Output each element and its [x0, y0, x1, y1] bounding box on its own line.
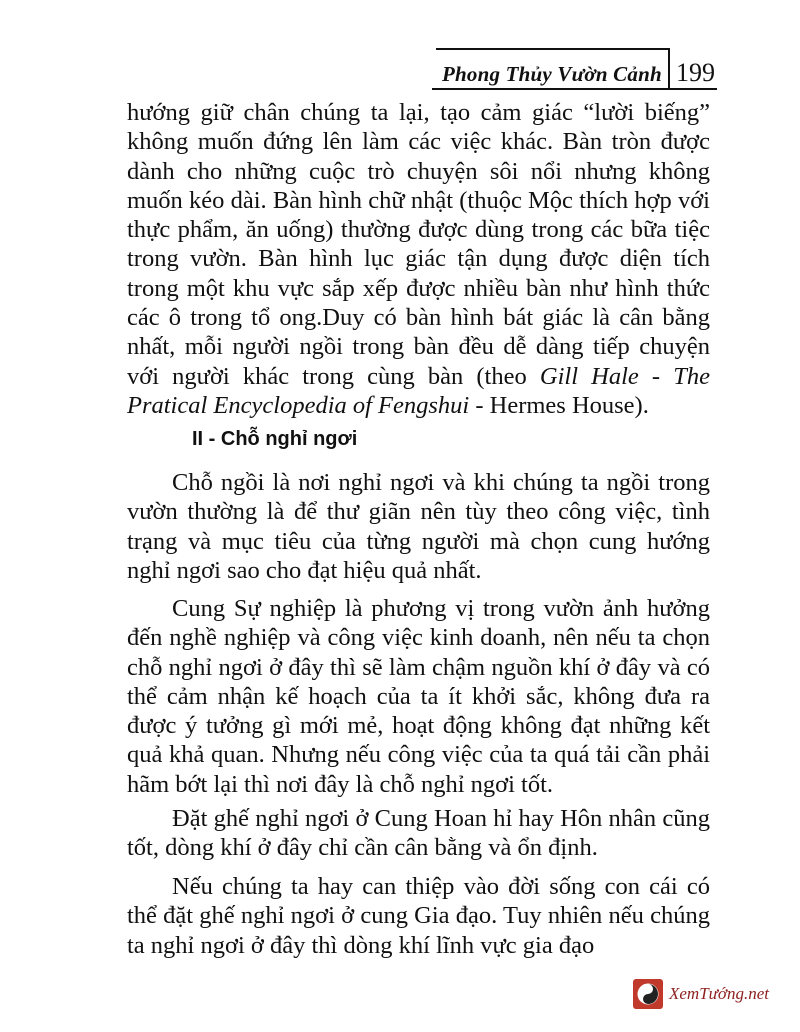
paragraph: Đặt ghế nghỉ ngơi ở Cung Hoan hỉ hay Hôn nhân cũng tốt, dòng khí ở đây chỉ cần cân bằng và ổn định. [127, 805, 710, 862]
watermark-text: XemTướng.net [669, 984, 770, 1003]
yin-yang-icon [633, 979, 663, 1009]
citation-author: Gill Hale [539, 362, 639, 390]
header-divider [668, 48, 670, 89]
watermark [633, 978, 793, 1010]
header-bottom-rule [432, 88, 717, 90]
paragraph: Nếu chúng ta hay can thiệp vào đời sống con cái có thể đặt ghế nghỉ ngơi ở cung Gia đạo. Tuy nhiên nếu chúng ta nghỉ ngơi ở đây thì dòng khí lĩnh vực gia đạo [127, 873, 710, 959]
header-top-rule [436, 48, 668, 50]
citation-publisher: - Hermes House). [469, 391, 649, 419]
paragraph-text: hướng giữ chân chúng ta lại, tạo cảm giác “lười biếng” không muốn đứng lên làm các việc khác. Bàn tròn được dành cho những cuộc trò chuyện sôi nổi nhưng không muốn kéo dài. Bàn hình chữ nhật (thuộc Mộc thích hợp với thực phẩm, ăn uống) thường được dùng trong các bữa tiệc trong vườn. Bàn hình lục giác tận dụng được diện tích trong một khu vực sắp xếp được nhiều bàn như hình thức các ô trong tổ ong.Duy có bàn hình bát giác là cân bằng nhất, mỗi người ngồi trong bàn đều dễ dàng tiếp chuyện với người khác trong cùng bàn (theo [127, 99, 710, 390]
citation-separator: - [638, 362, 674, 390]
running-title: Phong Thủy Vườn Cảnh [442, 62, 662, 86]
paragraph: Cung Sự nghiệp là phương vị trong vườn ảnh hưởng đến nghề nghiệp và công việc kinh doanh, nên nếu ta chọn chỗ nghỉ ngơi ở đây thì sẽ làm chậm nguồn khí ở đây và có thể cảm nhận kế hoạch của ta ít khởi sắc, không đưa ra được ý tưởng gì mới mẻ, hoạt động không đạt những kết quả khả quan. Nhưng nếu công việc của ta quá tải cần phải hãm bớt lại thì nơi đây là chỗ nghỉ ngơi tốt. [127, 595, 710, 798]
page-header [432, 48, 722, 92]
paragraph: Chỗ ngồi là nơi nghỉ ngơi và khi chúng ta ngồi trong vườn thường là để thư giãn nên tùy theo công việc, tình trạng và mục tiêu của từng người mà chọn cung hướng nghỉ ngơi sao cho đạt hiệu quả nhất. [127, 469, 710, 584]
section-heading: II - Chỗ nghỉ ngơi [192, 428, 358, 450]
citation-title: The Pratical Encyclopedia of Fengshui [127, 362, 710, 419]
paragraph-continuation [127, 98, 710, 420]
page-number: 199 [676, 58, 715, 87]
